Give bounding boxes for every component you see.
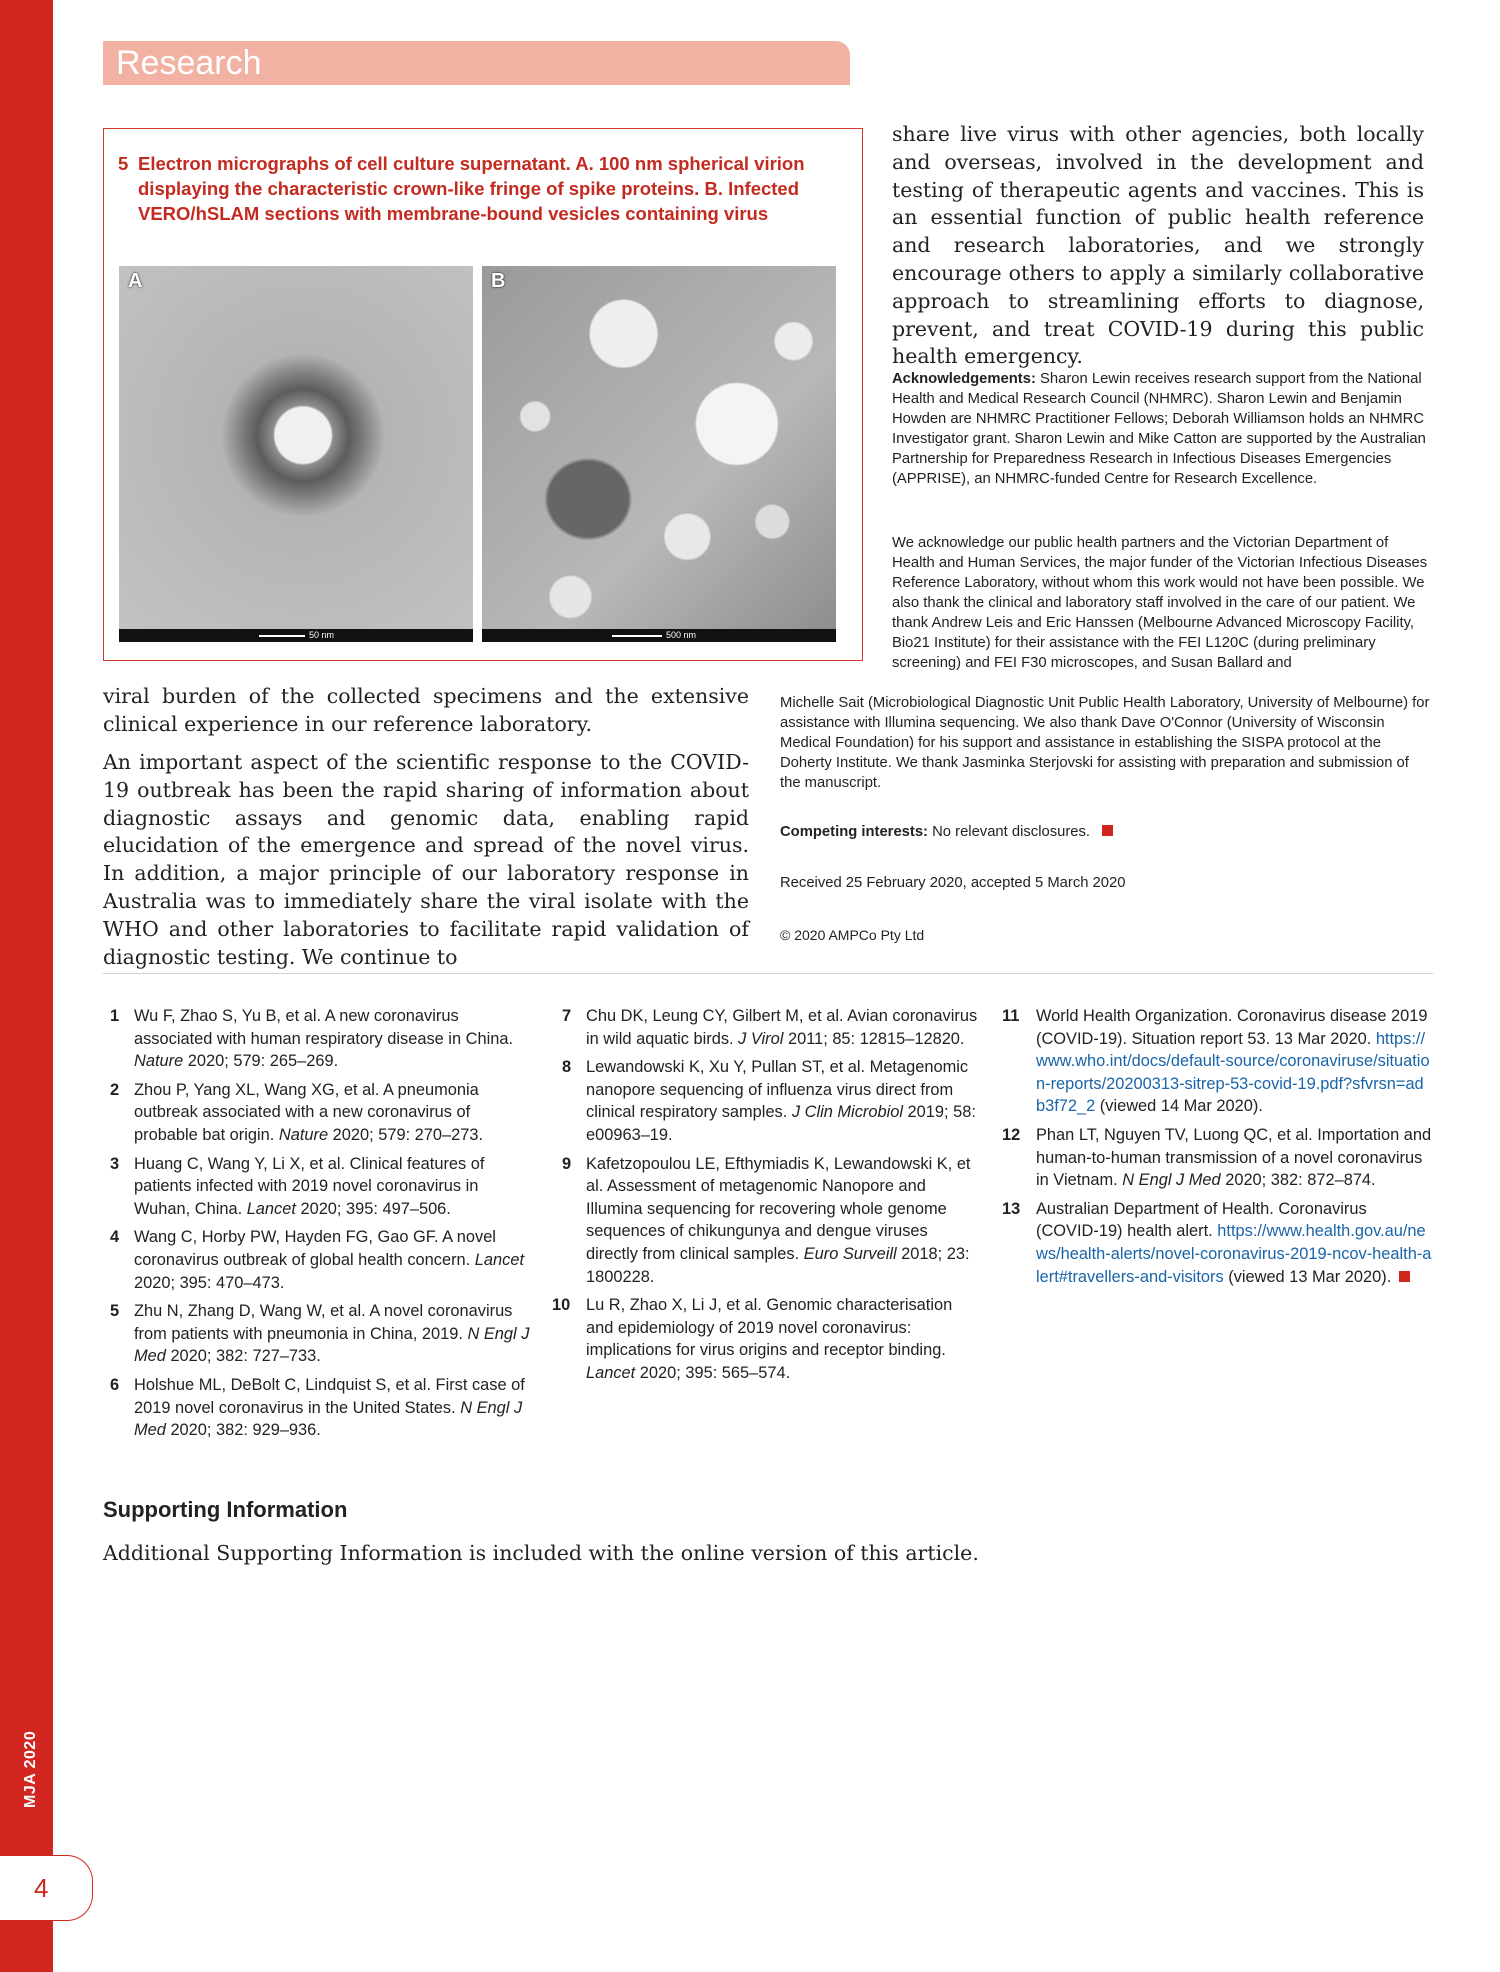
end-mark-icon	[1102, 825, 1113, 836]
panel-b-scale-label: 500 nm	[666, 630, 697, 640]
reference-item	[562, 1056, 982, 1146]
acknowledgements-heading: Acknowledgements:	[892, 371, 1036, 387]
reference-journal: Nature	[134, 1052, 184, 1071]
reference-journal: N Engl J Med	[1122, 1171, 1221, 1190]
reference-item	[1002, 1005, 1432, 1118]
page-number: 4	[34, 1873, 49, 1903]
reference-number: 3	[110, 1154, 120, 1173]
reference-number: 7	[562, 1007, 572, 1025]
reference-item	[110, 1153, 530, 1221]
reference-citation: (viewed 14 Mar 2020).	[1095, 1097, 1263, 1116]
reference-citation: 2020; 382: 872–874.	[1220, 1171, 1376, 1190]
reference-link[interactable]: https://www.health.gov.au/news/health-alerts/novel-coronavirus-2019-ncov-health-alert#travellers-and-visitors	[1036, 1222, 1432, 1286]
micrograph-panel-a	[119, 266, 473, 642]
reference-citation: 2018; 23: 1800228.	[586, 1244, 970, 1286]
reference-journal: Lancet	[586, 1363, 636, 1382]
figure-5	[103, 128, 863, 661]
side-color-bar	[0, 0, 53, 1972]
body-paragraph-right: share live virus with other agencies, both locally and overseas, involved in the development and testing of therapeutic agents and vaccines. This is an essential function of public health reference and research laboratories, and we strongly encourage others to apply a similarly collaborative approach to streamlining efforts to diagnose, prevent, and treat COVID-19 during this public health emergency.	[892, 122, 1424, 369]
panel-a-scale-strip	[119, 629, 473, 642]
reference-text: Lewandowski K, Xu Y, Pullan ST, et al. Metagenomic nanopore sequencing of influenza virus direct from clinical respiratory samples.	[586, 1058, 969, 1122]
reference-text: Huang C, Wang Y, Li X, et al. Clinical features of patients infected with 2019 novel coronavirus in Wuhan, China.	[134, 1154, 485, 1218]
reference-text: Holshue ML, DeBolt C, Lindquist S, et al. First case of 2019 novel coronavirus in the United States.	[134, 1375, 525, 1417]
figure-caption-text: Electron micrographs of cell culture supernatant. A. 100 nm spherical virion displaying the characteristic crown-like fringe of spike proteins. B. Infected VERO/hSLAM sections with membrane-bound vesicles containing virus	[138, 153, 805, 224]
figure-number: 5	[118, 153, 129, 174]
reference-text: Zhou P, Yang XL, Wang XG, et al. A pneumonia outbreak associated with a new coronavirus of probable bat origin.	[134, 1080, 479, 1144]
reference-journal: J Clin Microbiol	[791, 1103, 903, 1122]
reference-citation: (viewed 13 Mar 2020).	[1223, 1267, 1392, 1286]
body-paragraph-left-1: viral burden of the collected specimens and the extensive clinical experience in our reference laboratory.	[103, 684, 749, 736]
reference-citation: 2020; 579: 270–273.	[328, 1125, 484, 1144]
end-mark-icon	[1399, 1271, 1410, 1282]
reference-item	[562, 1005, 982, 1050]
reference-number: 8	[562, 1058, 572, 1077]
panel-a-letter: A	[128, 270, 143, 292]
panel-a-scale-label: 50 nm	[309, 630, 335, 640]
acknowledgements-text: Sharon Lewin receives research support from the National Health and Medical Research Council (NHMRC). Sharon Lewin and Benjamin Howden are NHMRC Practitioner Fellows; Deborah Williamson holds an NHMRC Investigator grant. Sharon Lewin and Mike Catton are supported by the Australian Partnership for Preparedness Research in Infectious Diseases Emergencies (APPRISE), an NHMRC-funded Centre for Research Excellence.	[892, 371, 1426, 487]
reference-citation: 2020; 395: 497–506.	[295, 1199, 451, 1218]
journal-label: MJA 2020	[22, 1730, 39, 1808]
references-column-3	[1002, 1005, 1432, 1294]
reference-item	[110, 1005, 530, 1073]
reference-journal: J Virol	[738, 1029, 784, 1048]
figure-caption	[118, 151, 828, 226]
reference-text: Phan LT, Nguyen TV, Luong QC, et al. Importation and human-to-human transmission of a novel coronavirus in Vietnam.	[1036, 1125, 1432, 1190]
references-column-2	[552, 1005, 982, 1391]
reference-number: 4	[110, 1228, 120, 1247]
body-paragraph-left-2: An important aspect of the scientific response to the COVID-19 outbreak has been the rapid sharing of information about diagnostic assays and genomic data, enabling rapid elucidation of the emergence and spread of the novel virus. In addition, a major principle of our laboratory response in Australia was to immediately share the viral isolate with the WHO and other laboratories to facilitate rapid validation of diagnostic testing. We continue to	[103, 750, 749, 969]
reference-item	[110, 1079, 530, 1147]
reference-number: 6	[110, 1375, 120, 1394]
reference-journal: Nature	[278, 1125, 329, 1144]
section-header	[103, 41, 850, 85]
reference-citation: 2020; 382: 929–936.	[165, 1421, 321, 1440]
competing-heading: Competing interests:	[780, 824, 928, 840]
reference-item	[110, 1300, 530, 1368]
reference-text: Chu DK, Leung CY, Gilbert M, et al. Avian coronavirus in wild aquatic birds.	[586, 1007, 978, 1048]
acknowledgements-paragraph-2: We acknowledge our public health partners and the Victorian Department of Health and Human Services, the major funder of the Victorian Infectious Diseases Reference Laboratory, without whom this work would not have been possible. We also thank the clinical and laboratory staff involved in the care of our patient. We thank Andrew Leis and Eric Hanssen (Melbourne Advanced Microscopy Facility, Bio21 Institute) for their assistance with the FEI L120C (during preliminary screening) and FEI F30 microscopes, and Susan Ballard and	[892, 535, 1428, 671]
reference-journal: Lancet	[474, 1250, 524, 1269]
reference-number: 1	[110, 1007, 120, 1025]
reference-text: Kafetzopoulou LE, Efthymiadis K, Lewandowski K, et al. Assessment of metagenomic Nanopore and Illumina sequencing for recovering whole genome sequences of chikungunya and dengue viruses directly from clinical samples.	[586, 1154, 971, 1263]
reference-text: Zhu N, Zhang D, Wang W, et al. A novel coronavirus from patients with pneumonia in China, 2019.	[134, 1302, 513, 1343]
reference-item	[1002, 1198, 1432, 1288]
supporting-info-text: Additional Supporting Information is included with the online version of this article.	[103, 1541, 979, 1565]
reference-citation: 2020; 395: 565–574.	[635, 1363, 791, 1382]
reference-citation: 2011; 85: 12815–12820.	[783, 1029, 965, 1048]
reference-text: Australian Department of Health. Coronavirus (COVID-19) health alert.	[1036, 1199, 1367, 1241]
reference-link[interactable]: https://www.who.int/docs/default-source/coronaviruse/situation-reports/20200313-sitrep-53-covid-19.pdf?sfvrsn=adb3f72_2	[1036, 1029, 1430, 1116]
reference-citation: 2020; 382: 727–733.	[165, 1347, 321, 1366]
reference-text: Lu R, Zhao X, Li J, et al. Genomic characterisation and epidemiology of 2019 novel coronavirus: implications for virus origins and receptor binding.	[586, 1296, 953, 1360]
received-date: Received 25 February 2020, accepted 5 March 2020	[780, 875, 1126, 891]
panel-b-letter: B	[491, 270, 506, 292]
micrograph-panel-b	[482, 266, 836, 642]
reference-text: Wu F, Zhao S, Yu B, et al. A new coronavirus associated with human respiratory disease in China.	[134, 1007, 514, 1048]
reference-number: 12	[1002, 1125, 1021, 1144]
acknowledgements	[892, 369, 1430, 489]
reference-number: 13	[1002, 1199, 1021, 1218]
supporting-info-heading: Supporting Information	[103, 1497, 348, 1522]
reference-item	[552, 1294, 982, 1384]
reference-journal: Euro Surveill	[803, 1244, 897, 1263]
references-column-1	[110, 1005, 530, 1448]
reference-item	[1002, 1124, 1432, 1192]
panel-a-scale-bar	[259, 635, 305, 637]
reference-citation: 2020; 395: 470–473.	[134, 1273, 285, 1292]
reference-item	[110, 1226, 530, 1294]
reference-journal: Lancet	[246, 1199, 296, 1218]
section-title: Research	[116, 44, 262, 82]
reference-item	[110, 1374, 530, 1442]
competing-interests	[780, 822, 1430, 842]
reference-item	[562, 1153, 982, 1289]
copyright: © 2020 AMPCo Pty Ltd	[780, 927, 925, 943]
reference-citation: 2020; 579: 265–269.	[183, 1052, 339, 1071]
reference-number: 9	[562, 1154, 572, 1173]
reference-journal: N Engl J Med	[134, 1398, 523, 1440]
reference-number: 2	[110, 1080, 120, 1099]
reference-text: Wang C, Horby PW, Hayden FG, Gao GF. A novel coronavirus outbreak of global health concern.	[134, 1228, 496, 1269]
reference-citation: 2019; 58: e00963–19.	[586, 1103, 976, 1144]
reference-number: 11	[1002, 1007, 1020, 1025]
section-divider	[103, 973, 1433, 974]
acknowledgements-paragraph-2-cont: Michelle Sait (Microbiological Diagnostic Unit Public Health Laboratory, University of Melbourne) for assistance with Illumina sequencing. We also thank Dave O'Connor (University of Wisconsin Medical Foundation) for his support and assistance in establishing the SISPA protocol at the Doherty Institute. We thank Jasminka Sterjovski for assisting with preparation and submission of the manuscript.	[780, 695, 1430, 791]
reference-text: World Health Organization. Coronavirus disease 2019 (COVID-19). Situation report 53. 13 Mar 2020.	[1036, 1007, 1428, 1048]
reference-number: 5	[110, 1302, 120, 1321]
reference-journal: N Engl J Med	[134, 1324, 530, 1366]
panel-b-scale-strip	[482, 629, 836, 642]
competing-text: No relevant disclosures.	[932, 824, 1091, 840]
panel-b-scale-bar	[612, 635, 662, 637]
reference-number: 10	[552, 1296, 571, 1315]
